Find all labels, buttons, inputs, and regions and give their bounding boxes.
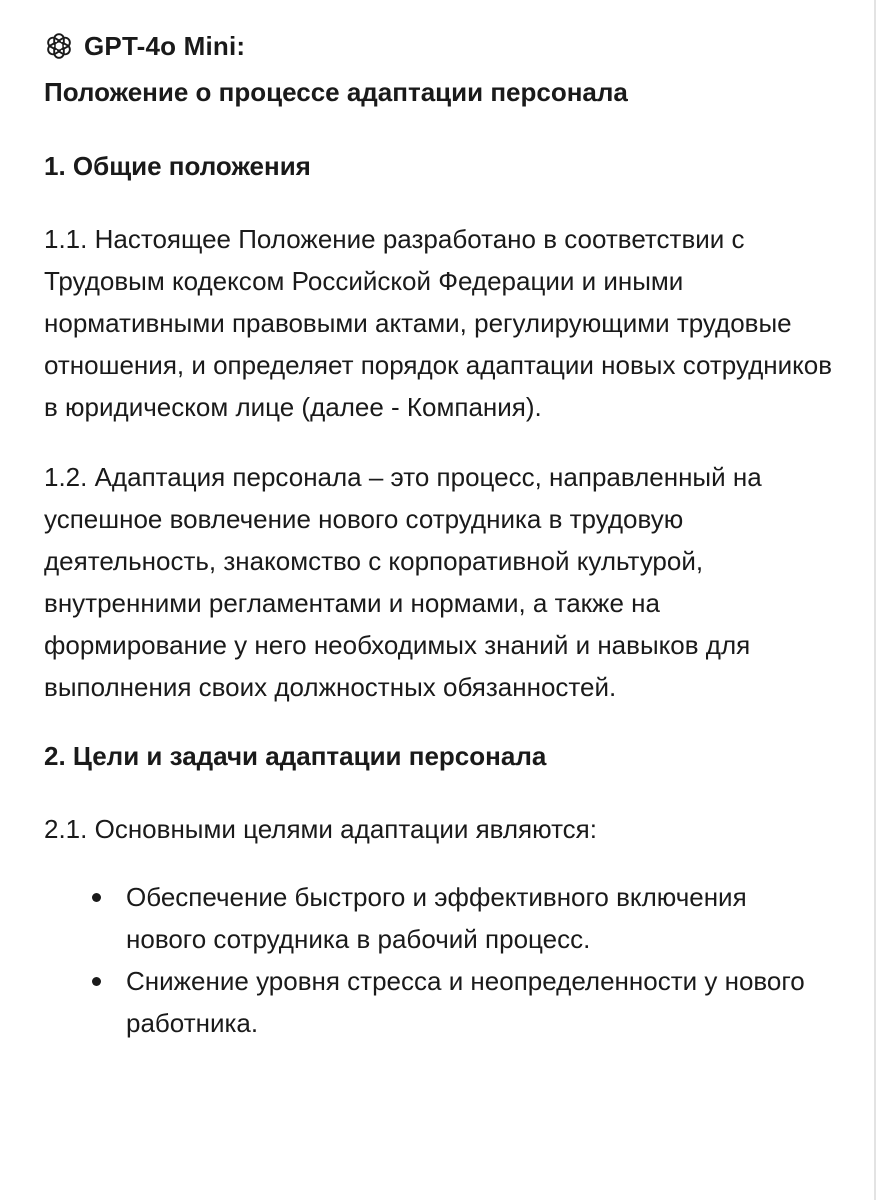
paragraph-1-2: 1.2. Адаптация персонала – это процесс, направленный на успешное вовлечение нового сотрудника в трудовую деятельность, знакомство с корпоративной культурой, внутренними регламентами и нормами, а также на формирование у него необходимых знаний и навыков для выполнения своих должностных обязанностей. <box>44 462 762 702</box>
list-item-text: Снижение уровня стресса и неопределенности у нового работника. <box>126 966 805 1038</box>
document-title: Положение о процессе адаптации персонала <box>44 77 628 107</box>
openai-logo-icon <box>44 31 74 61</box>
list-item <box>44 960 834 1044</box>
model-header <box>44 22 834 70</box>
section-2-heading: 2. Цели и задачи адаптации персонала <box>44 741 547 771</box>
section-1-heading: 1. Общие положения <box>44 151 311 181</box>
message-content <box>44 22 834 1044</box>
bullet-icon <box>92 977 101 986</box>
goals-list <box>44 876 834 1044</box>
model-name: GPT-4o Mini: <box>84 30 246 61</box>
paragraph-2-1: 2.1. Основными целями адаптации являются: <box>44 814 597 844</box>
bullet-icon <box>92 893 101 902</box>
list-item-text: Обеспечение быстрого и эффективного включения нового сотрудника в рабочий процесс. <box>126 882 747 954</box>
list-item <box>44 876 834 960</box>
paragraph-1-1: 1.1. Настоящее Положение разработано в соответствии с Трудовым кодексом Российской Федерации и иными нормативными правовыми актами, регулирующими трудовые отношения, и определяет порядок адаптации новых сотрудников в юридическом лице (далее - Компания). <box>44 224 833 422</box>
